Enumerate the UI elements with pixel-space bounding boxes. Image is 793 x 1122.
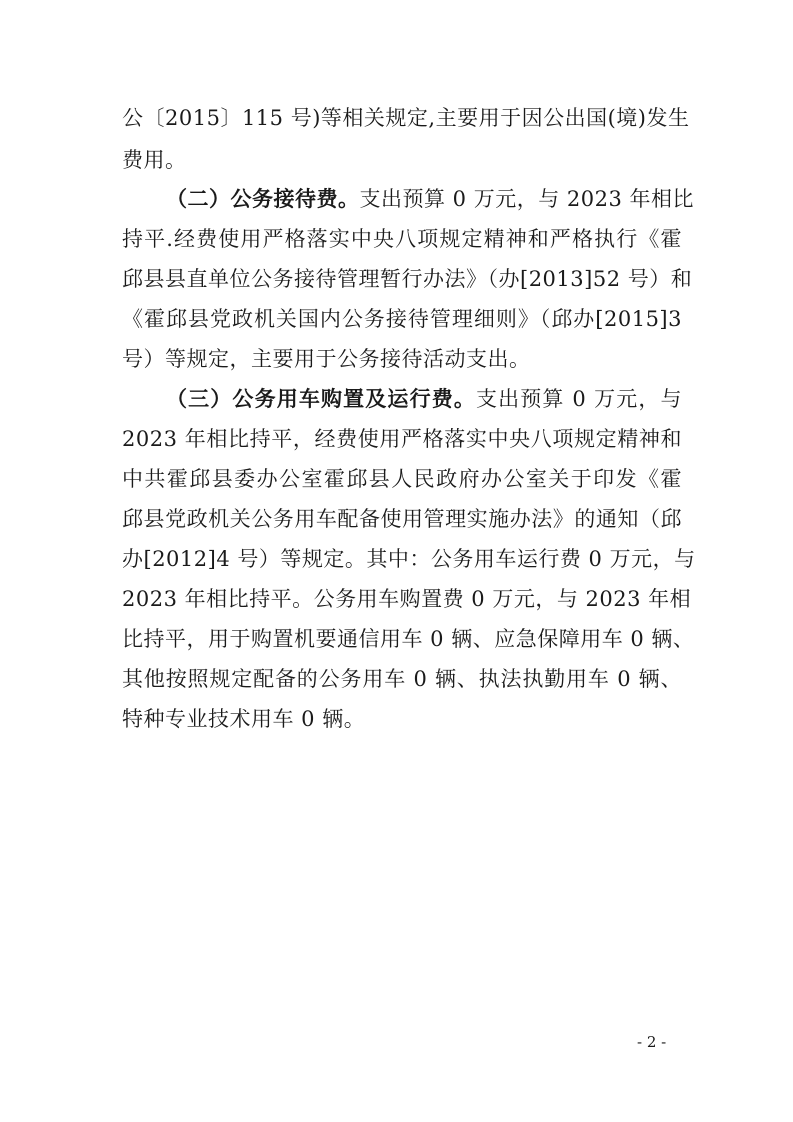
line-text: 2023 年相比持平。公务用车购置费 0 万元，与 2023 年相 [122, 587, 692, 611]
body-line [122, 504, 682, 534]
line-text: 邱县党政机关公务用车配备使用管理实施办法》的通知（邱 [122, 507, 682, 531]
page-number: - 2 - [637, 1033, 667, 1051]
line-text: 办[2012]4 号）等规定。其中：公务用车运行费 0 万元，与 [122, 547, 696, 571]
line-text: 其他按照规定配备的公务用车 0 辆、执法执勤用车 0 辆、 [122, 667, 682, 691]
body-line [122, 145, 682, 175]
line-text: 持平.经费使用严格落实中央八项规定精神和严格执行《霍 [122, 227, 682, 251]
body-line [122, 224, 682, 254]
line-text: 公〔2015〕115 号)等相关规定,主要用于因公出国(境)发生 [122, 106, 690, 130]
line-text: 《霍邱县党政机关国内公务接待管理细则》（邱办[2015]3 [122, 307, 682, 331]
body-line [122, 464, 682, 494]
body-line [122, 704, 682, 734]
body-line [122, 584, 692, 614]
body-line [122, 103, 690, 133]
line-text: 支出预算 0 万元，与 [476, 387, 682, 411]
line-text: 号）等规定，主要用于公务接待活动支出。 [122, 347, 531, 371]
line-text: 费用。 [122, 148, 187, 172]
body-line [122, 424, 682, 454]
body-line [122, 544, 696, 574]
line-text: 邱县县直单位公务接待管理暂行办法》（办[2013]52 号）和 [122, 267, 693, 291]
section-heading-line [166, 184, 695, 214]
line-text: 特种专业技术用车 0 辆。 [122, 707, 366, 731]
body-line [122, 664, 682, 694]
body-line [122, 304, 682, 334]
section-heading: （二）公务接待费。 [166, 186, 360, 211]
section-heading: （三）公务用车购置及运行费。 [166, 386, 476, 411]
body-line [122, 344, 682, 374]
line-text: 中共霍邱县委办公室霍邱县人民政府办公室关于印发《霍 [122, 467, 682, 491]
line-text: 支出预算 0 万元，与 2023 年相比 [359, 187, 695, 211]
body-line [122, 264, 693, 294]
body-line [122, 624, 695, 654]
section-heading-line [166, 384, 682, 414]
line-text: 比持平，用于购置机要通信用车 0 辆、应急保障用车 0 辆、 [122, 627, 695, 651]
line-text: 2023 年相比持平，经费使用严格落实中央八项规定精神和 [122, 427, 682, 451]
